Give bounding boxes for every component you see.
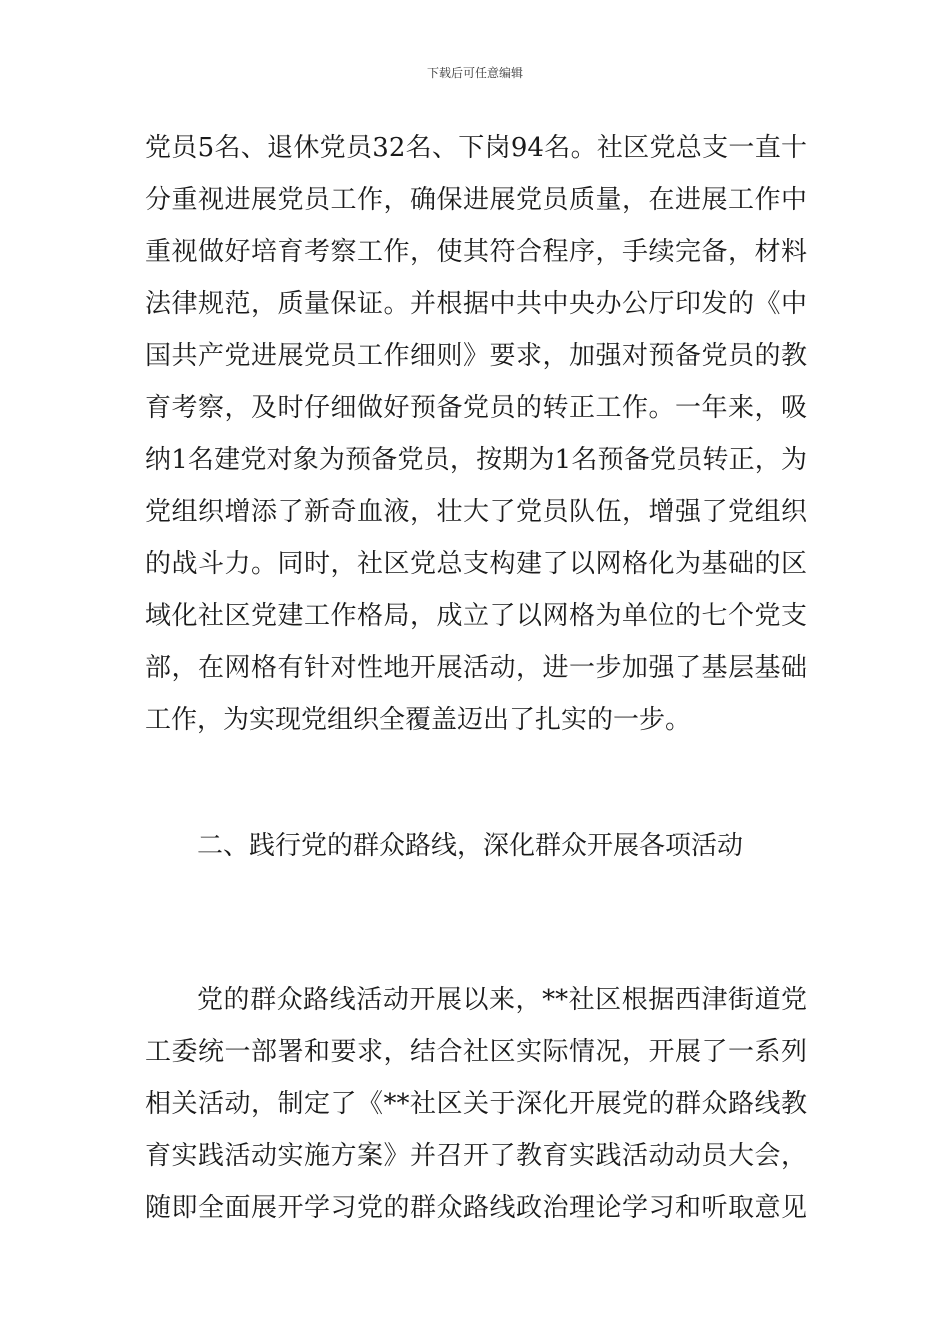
body-paragraph-1	[145, 122, 807, 746]
text-line: 纳1名建党对象为预备党员，按期为1名预备党员转正，为	[145, 445, 807, 475]
text-line: 相关活动，制定了《**社区关于深化开展党的群众路线教	[145, 1089, 807, 1119]
text-line: 工委统一部署和要求，结合社区实际情况，开展了一系列	[145, 1037, 807, 1067]
text-line: 育实践活动实施方案》并召开了教育实践活动动员大会，	[145, 1141, 807, 1171]
text-line: 域化社区党建工作格局，成立了以网格为单位的七个党支	[145, 601, 807, 631]
text-line: 育考察，及时仔细做好预备党员的转正工作。一年来，吸	[145, 393, 807, 423]
text-line: 党的群众路线活动开展以来，**社区根据西津街道党	[197, 985, 807, 1015]
text-line: 重视做好培育考察工作，使其符合程序，手续完备，材料	[145, 237, 807, 267]
page-header: 下载后可任意编辑	[426, 66, 523, 80]
text-line: 部，在网格有针对性地开展活动，进一步加强了基层基础	[145, 653, 807, 683]
body-paragraph-2	[145, 974, 807, 1234]
text-line: 工作，为实现党组织全覆盖迈出了扎实的一步。	[145, 705, 692, 735]
text-line: 党组织增添了新奇血液，壮大了党员队伍，增强了党组织	[145, 497, 807, 527]
section-heading: 二、践行党的群众路线，深化群众开展各项活动	[197, 831, 744, 861]
text-line: 国共产党进展党员工作细则》要求，加强对预备党员的教	[145, 341, 807, 371]
text-line: 随即全面展开学习党的群众路线政治理论学习和听取意见	[145, 1193, 807, 1223]
text-line: 分重视进展党员工作，确保进展党员质量，在进展工作中	[145, 185, 807, 215]
text-line: 的战斗力。同时，社区党总支构建了以网格化为基础的区	[145, 549, 807, 579]
text-line: 党员5名、退休党员32名、下岗94名。社区党总支一直十	[145, 133, 807, 163]
text-line: 法律规范，质量保证。并根据中共中央办公厅印发的《中	[145, 289, 807, 319]
